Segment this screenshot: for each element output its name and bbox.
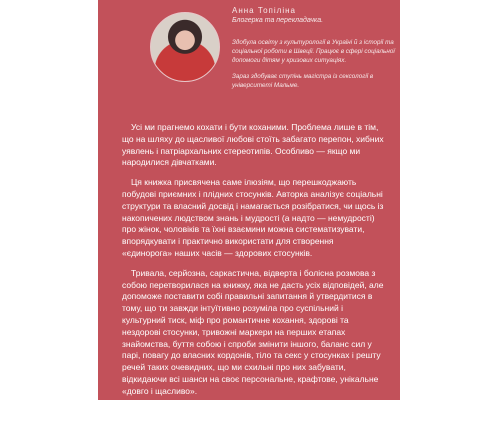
author-role: Блогерка та перекладачка. (232, 17, 324, 24)
author-bio-paragraph: Здобула освіту з культурології в Україні й з історії та соціальної роботи в Швеції. Працює в сфері соціальної допомоги дітям у кризових ситуаціях. (232, 39, 395, 64)
book-blurb (122, 122, 384, 425)
author-bio (232, 38, 396, 97)
author-name: Анна Топіліна (232, 6, 296, 15)
blurb-paragraph: Ця книжка присвячена саме ілюзіям, що перешкоджають побудові приємних і плідних стосунків. Авторка аналізує соціальні структури та власний досвід і намагається розібратися, чи щось із накопичених людством знань і мудрості (а надто — немудрості) про жінок, чоловіків та їхні взаємини можна систематизувати, впорядкувати і практично використати для створення «єдинорога» наших часів — здорових стосунків. (122, 177, 384, 258)
author-bio-paragraph: Зараз здобуває ступінь магістра із сексології в університеті Мальме. (232, 73, 374, 89)
blurb-paragraph: А ми його, чорт забирай, варті! (131, 405, 253, 416)
blurb-paragraph: Тривала, серйозна, саркастична, відверта і болісна розмова з собою перетворилася на книжку, яка не дасть усіх відповідей, але допоможе поставити собі правильні запитання й утвердитися в тому, що ти завжди інтуїтивно розуміла про суспільний і культурний тиск, міф про романтичне кохання, здорові та нездорові стосунки, тривожні маркери на перших етапах знайомства, буття собою і спроби змінити іншого, баланс сил у парі, повагу до власних кордонів, тіло та секс у стосунках і решту речей таких очевидних, що ми схильні про них забувати, відкидаючи всі шанси на своє персональне, крафтове, унікальне «довго і щасливо». (122, 267, 384, 396)
blurb-paragraph: Усі ми прагнемо кохати і бути коханими. Проблема лише в тім, що на шляху до щасливої любові стоїть забагато перепон, хибних уявлень і патріархальних стереотипів. Особливо — якщо ми народилися дівчатками. (122, 122, 384, 168)
book-back-cover (98, 0, 400, 416)
author-photo (150, 12, 220, 82)
